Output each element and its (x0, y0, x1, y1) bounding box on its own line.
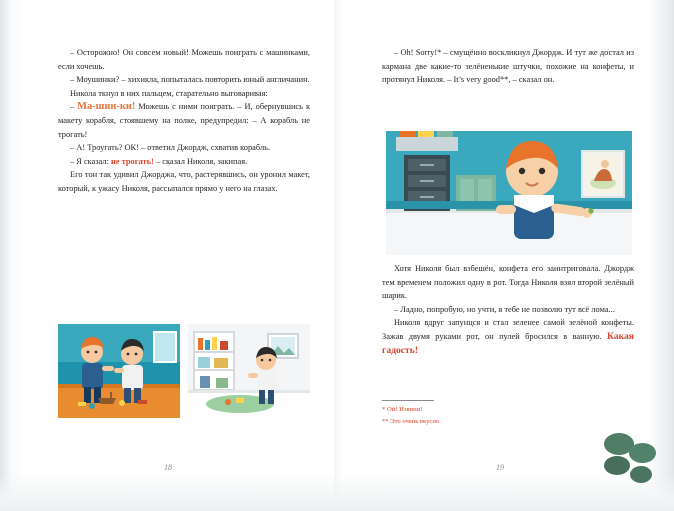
illustration-boy-offering-candy (386, 131, 632, 255)
paragraph: – Осторожно! Он совсем новый! Можешь поиграть с машинками, если хочешь. (58, 48, 310, 71)
footnote-divider (382, 400, 434, 401)
boy-offering-candy-illustration (386, 131, 632, 255)
paragraph: – А! Троугать? ОК! – ответил Джордж, схватив корабль. (70, 143, 271, 153)
highlight-kakaya-gadost: Какая гадость! (382, 330, 634, 356)
pebble (604, 456, 630, 475)
paragraph-with-highlight: – Ма-шин-ки! Можешь с ними поиграть. – И, обернувшись к макету корабля, стоявшему на полке, предупредил: – А корабль не трогать! (58, 101, 311, 139)
paragraph: – Oh! Sorry!* – смущённо воскликнул Джордж. И тут же достал из кармана две какие-то зелёненькие штучки, похожие на конфеты, и протянул Николя. – It’s very good**, – сказал он. (382, 48, 634, 85)
pebble (629, 443, 656, 463)
table-surface-fade (0, 473, 674, 511)
pebble (630, 466, 652, 483)
page-number-left: 18 (164, 463, 172, 472)
boy-in-room-with-shelves-illustration (188, 324, 310, 418)
paragraph: Хотя Николя был взбешён, конфета его заинтриговала. Джордж тем временем положил одну в рот. Тогда Николя взял второй зелёный шарик. (382, 264, 634, 301)
left-page-text-column (58, 46, 310, 196)
book-gutter (334, 0, 342, 511)
page-number-right: 19 (496, 463, 504, 472)
footnote-item: ** Это очень вкусно. (382, 418, 441, 425)
highlight-ne-trogat: не трогать! (111, 156, 154, 166)
page-shadow-left (0, 0, 14, 511)
footnote-item: * Ой! Извини! (382, 406, 423, 413)
highlight-mashinki: Ма-шин-ки! (77, 101, 136, 113)
illustration-boy-in-room-with-shelves (188, 324, 310, 418)
right-page-text-column (382, 46, 634, 87)
decorative-pebbles (576, 425, 656, 485)
paragraph: Его тон так удивил Джорджа, что, растерявшись, он уронил макет, который, к ужасу Николя, рассыпался прямо у него на глазах. (58, 170, 310, 193)
paragraph: Никола ткнул в них пальцем, старательно выговаривая: (70, 88, 268, 98)
paragraph: – Моушинки? – хихикла, попыталась повторить юный англичанин. (70, 75, 310, 85)
right-page-text-column-lower (382, 262, 634, 357)
two-boys-and-broken-ship-model-illustration (58, 324, 180, 418)
illustration-two-boys-broken-ship (58, 324, 180, 418)
paragraph-with-highlight: – Я сказал: не трогать! – сказал Николя, закипая. (70, 156, 248, 166)
paragraph: – Ладно, попробую, но учти, я тебе не позволю тут всё лома... (394, 304, 615, 314)
paragraph-with-highlight: Николя вдруг запунцся и стал зеленее самой зелёной конфеты. Зажав двумя руками рот, он пулей бросился в ванную. Какая гадость! (382, 318, 634, 356)
